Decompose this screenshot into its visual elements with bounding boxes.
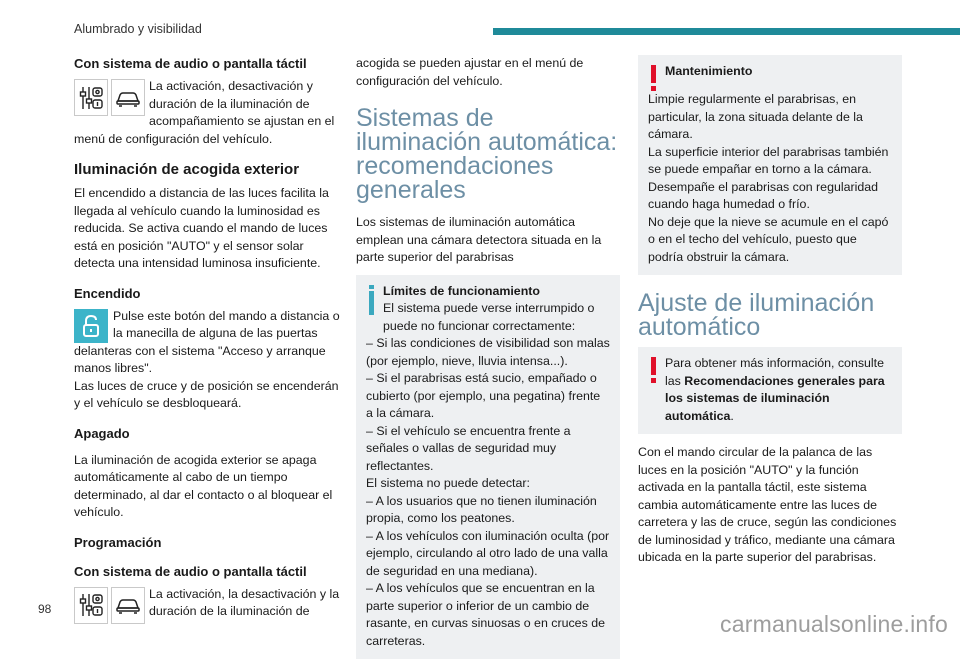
page-number: 98: [38, 602, 51, 616]
reference-note: Para obtener más información, consulte las Recomendaciones generales para los sistemas de iluminación automática.: [665, 355, 892, 425]
maintenance-title: Mantenimiento: [665, 63, 752, 81]
audio-1-block: [74, 78, 340, 148]
audio-2-text: La activación, la desactivación y la duración de la iluminación de: [74, 586, 340, 621]
sistemas-text: Los sistemas de iluminación automática emplean una cámara detectora situada en la parte superior del parabrisas: [356, 214, 620, 267]
acogida-text: El encendido a distancia de las luces facilita la llegada al vehículo cuando la luminosidad es reducida. Se activa cuando el mando de luces está en posición "AUTO" y el sensor solar detecta una intensidad luminosa insuficiente.: [74, 185, 340, 273]
maintenance-line: No deje que la nieve se acumule en el capó o en el techo del vehículo, puesto que podría obstruir la cámara.: [648, 214, 892, 267]
continuation-text: acogida se pueden ajustar en el menú de configuración del vehículo.: [356, 55, 620, 90]
heading-programacion: Programación: [74, 534, 340, 551]
limits-line: El sistema no puede detectar:: [366, 475, 610, 493]
heading-audio-2: Con sistema de audio o pantalla táctil: [74, 563, 340, 580]
settings-icons: [74, 79, 145, 116]
column-left: [74, 55, 340, 624]
heading-audio-1: Con sistema de audio o pantalla táctil: [74, 55, 340, 72]
column-right: [638, 55, 902, 567]
limits-line: – Si el vehículo se encuentra frente a señales o vallas de seguridad muy reflectantes.: [366, 423, 610, 476]
limits-line: – A los vehículos que se encuentran en la parte superior o inferior de un cambio de rasante, en curvas sinuosas o en cruces de carreteras.: [366, 580, 610, 650]
car-icon: [111, 79, 145, 116]
encendido-block: [74, 308, 340, 378]
audio-2-block: [74, 586, 340, 624]
warning-icon: [648, 357, 659, 425]
encendido-text-1: Pulse este botón del mando a distancia o la manecilla de alguna de las puertas delanteras con el sistema "Acceso y arranque manos libres".: [74, 308, 340, 378]
heading-acogida: Iluminación de acogida exterior: [74, 160, 340, 179]
ajuste-text: Con el mando circular de la palanca de las luces en la posición "AUTO" y la función activada en la pantalla táctil, este sistema cambia automáticamente entre las luces de carretera y las de cruce, según las condiciones de luminosidad y tráfico, mediante una cámara ubicada en la parte superior del parabrisas.: [638, 444, 902, 567]
info-icon: [366, 285, 377, 336]
vehicle-settings-icon: [74, 79, 108, 116]
car-icon: [111, 587, 145, 624]
maintenance-line: Limpie regularmente el parabrisas, en particular, la zona situada delante de la cámara.: [648, 91, 892, 144]
header-accent-bar: [493, 28, 960, 35]
heading-sistemas: Sistemas de iluminación automática: recomendaciones generales: [356, 106, 620, 202]
heading-encendido: Encendido: [74, 285, 340, 302]
limits-line: – A los vehículos con iluminación oculta (por ejemplo, circulando al otro lado de una valla de seguridad en una mediana).: [366, 528, 610, 581]
page-header-section: Alumbrado y visibilidad: [74, 22, 202, 36]
heading-ajuste: Ajuste de iluminación automático: [638, 291, 902, 339]
limits-title: Límites de funcionamiento: [383, 283, 610, 301]
reference-warning-box: [638, 347, 902, 434]
settings-icons-2: [74, 587, 145, 624]
vehicle-settings-icon: [74, 587, 108, 624]
limits-line: – Si las condiciones de visibilidad son malas (por ejemplo, nieve, lluvia intensa...).: [366, 335, 610, 370]
audio-1-text: La activación, desactivación y duración de la iluminación de acompañamiento se ajustan en el menú de configuración del vehículo.: [74, 78, 340, 148]
maintenance-line: La superficie interior del parabrisas también se puede empañar en torno a la cámara. Desempañe el parabrisas con regularidad cuando haga humedad o frío.: [648, 144, 892, 214]
limits-line: El sistema puede verse interrumpido o puede no funcionar correctamente:: [383, 300, 610, 335]
watermark: carmanualsonline.info: [720, 611, 948, 638]
limits-info-box: [356, 275, 620, 659]
encendido-text-2: Las luces de cruce y de posición se encenderán y el vehículo se desbloqueará.: [74, 378, 340, 413]
maintenance-warning-box: [638, 55, 902, 275]
heading-apagado: Apagado: [74, 425, 340, 442]
apagado-text: La iluminación de acogida exterior se apaga automáticamente al cabo de un tiempo determinado, al dar el contacto o al bloquear el vehículo.: [74, 452, 340, 522]
limits-line: – Si el parabrisas está sucio, empañado o cubierto (por ejemplo, una pegatina) frente a la cámara.: [366, 370, 610, 423]
unlock-icon: [74, 309, 108, 343]
column-middle: [356, 55, 620, 659]
reference-note-bold: Recomendaciones generales para los sistemas de iluminación automática: [665, 374, 885, 423]
warning-icon: [648, 65, 659, 91]
limits-line: – A los usuarios que no tienen iluminación propia, como los peatones.: [366, 493, 610, 528]
